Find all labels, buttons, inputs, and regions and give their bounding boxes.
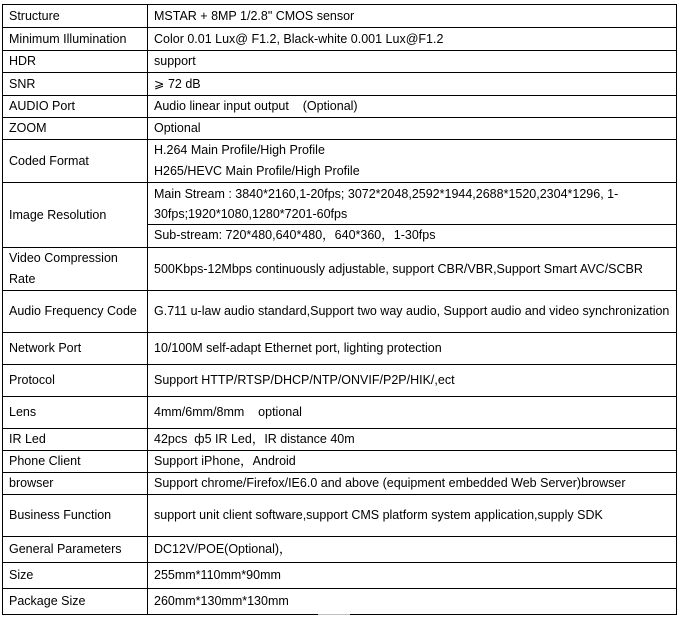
table-row	[3, 291, 677, 333]
spec-table	[2, 4, 677, 615]
table-row	[3, 140, 677, 183]
page-artifact-line	[318, 614, 350, 615]
table-row	[3, 451, 677, 473]
table-row	[3, 365, 677, 397]
spec-value	[148, 28, 677, 51]
table-row	[3, 51, 677, 73]
spec-label: Package Size	[3, 589, 148, 615]
spec-label: Coded Format	[3, 140, 148, 183]
spec-value: 42pcs ф5 IR Led，IR distance 40m	[148, 429, 677, 451]
spec-value: Audio linear input output (Optional)	[148, 96, 677, 118]
spec-value	[148, 140, 677, 183]
spec-label: Business Function	[3, 495, 148, 537]
table-row	[3, 248, 677, 291]
spec-label: IR Led	[3, 429, 148, 451]
table-row	[3, 589, 677, 615]
main-stream-text: Main Stream : 3840*2160,1-20fps; 3072*2048,2592*1944,2688*1520,2304*1296, 1-30fps;1920*1080,1280*7201-60fps	[148, 183, 676, 225]
table-row	[3, 118, 677, 140]
spec-value	[148, 365, 677, 397]
spec-label: AUDIO Port	[3, 96, 148, 118]
spec-value: DC12V/POE(Optional)，	[148, 537, 677, 563]
spec-label: Phone Client	[3, 451, 148, 473]
spec-label: General Parameters	[3, 537, 148, 563]
spec-value: ⩾ 72 dB	[148, 73, 677, 96]
table-row	[3, 96, 677, 118]
spec-label: Image Resolution	[3, 183, 148, 248]
table-row	[3, 429, 677, 451]
spec-label: HDR	[3, 51, 148, 73]
table-row	[3, 28, 677, 51]
spec-value: 260mm*130mm*130mm	[148, 589, 677, 615]
spec-value: support	[148, 51, 677, 73]
spec-value: Support iPhone，Android	[148, 451, 677, 473]
spec-label: SNR	[3, 73, 148, 96]
table-row	[3, 495, 677, 537]
spec-value: Support chrome/Firefox/IE6.0 and above (equipment embedded Web Server)browser	[148, 473, 677, 495]
spec-label: Lens	[3, 397, 148, 429]
table-row	[3, 537, 677, 563]
spec-value: MSTAR + 8MP 1/2.8" CMOS sensor	[148, 5, 677, 28]
spec-value: 500Kbps-12Mbps continuously adjustable, support CBR/VBR,Support Smart AVC/SCBR	[148, 248, 677, 291]
spec-label: ZOOM	[3, 118, 148, 140]
table-row	[3, 73, 677, 96]
spec-label: Network Port	[3, 333, 148, 365]
spec-value: 10/100M self-adapt Ethernet port, lighting protection	[148, 333, 677, 365]
spec-value: 255mm*110mm*90mm	[148, 563, 677, 589]
spec-value-line: H.264 Main Profile/High Profile	[154, 143, 325, 157]
spec-label: Audio Frequency Code	[3, 291, 148, 333]
spec-sheet	[2, 4, 677, 615]
spec-value: Optional	[148, 118, 677, 140]
spec-label: browser	[3, 473, 148, 495]
spec-label: Protocol	[3, 365, 148, 397]
spec-label: Video Compression Rate	[3, 248, 148, 291]
table-row	[3, 333, 677, 365]
table-row	[3, 5, 677, 28]
spec-label: Size	[3, 563, 148, 589]
spec-value: 4mm/6mm/8mm optional	[148, 397, 677, 429]
table-row	[3, 183, 677, 248]
spec-value	[148, 183, 677, 248]
spec-value-text: Color 0.01 Lux@ F1.2, Black-white 0.001 Lux@F1.2	[154, 31, 444, 46]
sub-stream-text: Sub-stream: 720*480,640*480，640*360，1-30fps	[154, 228, 436, 242]
spec-value-text: Support HTTP/RTSP/DHCP/NTP/ONVIF/P2P/HIK/,ect	[154, 373, 455, 387]
spec-value: G.711 u-law audio standard,Support two way audio, Support audio and video synchronization	[148, 291, 677, 333]
spec-label: Minimum Illumination	[3, 28, 148, 51]
spec-label: Structure	[3, 5, 148, 28]
spec-value: support unit client software,support CMS platform system application,supply SDK	[148, 495, 677, 537]
table-row	[3, 473, 677, 495]
table-row	[3, 563, 677, 589]
table-row	[3, 397, 677, 429]
spec-value-line: H265/HEVC Main Profile/High Profile	[154, 164, 360, 178]
